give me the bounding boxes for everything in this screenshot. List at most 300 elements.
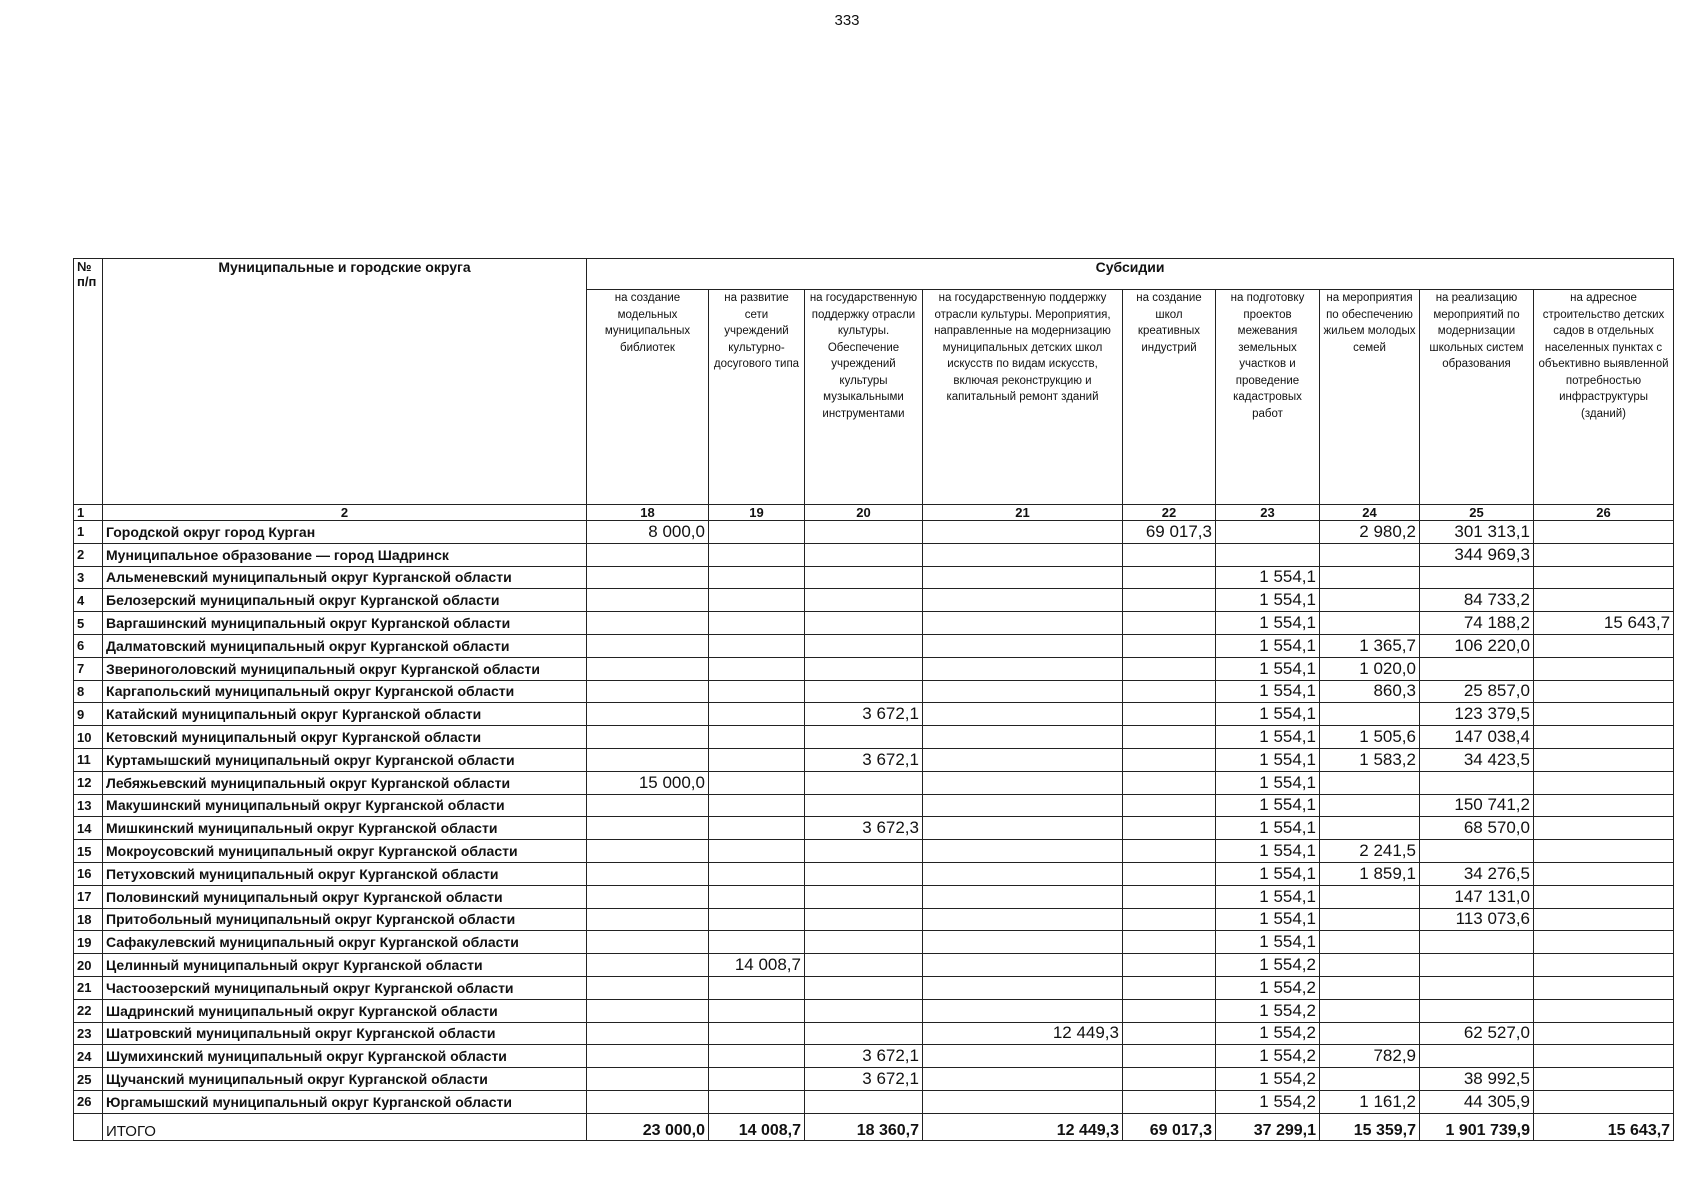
subsidy-value-cell: 34 276,5 bbox=[1420, 862, 1534, 885]
subsidy-value-cell bbox=[709, 612, 805, 635]
row-number: 3 bbox=[74, 566, 103, 589]
subsidy-value-cell bbox=[1320, 999, 1420, 1022]
subsidy-value-cell bbox=[805, 634, 923, 657]
subsidy-value-cell: 1 554,1 bbox=[1216, 703, 1320, 726]
total-value-cell: 37 299,1 bbox=[1216, 1113, 1320, 1140]
subsidy-value-cell: 74 188,2 bbox=[1420, 612, 1534, 635]
subsidy-value-cell bbox=[1123, 771, 1216, 794]
district-name: Частоозерский муниципальный округ Курганской области bbox=[103, 976, 587, 999]
subsidy-value-cell bbox=[587, 908, 709, 931]
subsidy-value-cell bbox=[1320, 908, 1420, 931]
subsidy-value-cell: 1 859,1 bbox=[1320, 862, 1420, 885]
subsidy-value-cell bbox=[587, 1045, 709, 1068]
subsidy-value-cell bbox=[1420, 976, 1534, 999]
subsidy-value-cell: 1 020,0 bbox=[1320, 657, 1420, 680]
subsidy-value-cell bbox=[805, 908, 923, 931]
subsidy-value-cell: 860,3 bbox=[1320, 680, 1420, 703]
district-name: Муниципальное образование — город Шадринск bbox=[103, 543, 587, 566]
table-row bbox=[74, 862, 1674, 885]
subsidy-value-cell bbox=[709, 1068, 805, 1091]
table-row bbox=[74, 680, 1674, 703]
subsidy-value-cell bbox=[1320, 703, 1420, 726]
subsidy-value-cell: 25 857,0 bbox=[1420, 680, 1534, 703]
subsidy-value-cell bbox=[1534, 999, 1674, 1022]
subsidy-value-cell bbox=[923, 976, 1123, 999]
table-row bbox=[74, 748, 1674, 771]
subsidy-value-cell bbox=[923, 999, 1123, 1022]
district-name: Юргамышский муниципальный округ Курганской области bbox=[103, 1090, 587, 1113]
subsidy-value-cell: 3 672,1 bbox=[805, 1045, 923, 1068]
subsidy-value-cell bbox=[1123, 748, 1216, 771]
subsidy-value-cell bbox=[1534, 726, 1674, 749]
subsidy-value-cell bbox=[1123, 634, 1216, 657]
subsidy-value-cell bbox=[923, 862, 1123, 885]
district-name: Макушинский муниципальный округ Курганской области bbox=[103, 794, 587, 817]
subsidy-value-cell: 106 220,0 bbox=[1420, 634, 1534, 657]
subsidy-value-cell bbox=[805, 657, 923, 680]
subsidy-value-cell: 1 554,1 bbox=[1216, 840, 1320, 863]
page-number: 333 bbox=[834, 12, 860, 29]
subsidy-value-cell bbox=[923, 908, 1123, 931]
subsidy-value-cell bbox=[587, 976, 709, 999]
subsidy-column-header: на развитие сети учреждений культурно-досугового типа bbox=[709, 290, 805, 505]
subsidy-value-cell bbox=[1123, 885, 1216, 908]
district-name: Куртамышский муниципальный округ Курганской области bbox=[103, 748, 587, 771]
subsidy-value-cell bbox=[805, 999, 923, 1022]
subsidy-value-cell bbox=[1534, 908, 1674, 931]
column-number: 1 bbox=[74, 505, 103, 521]
district-name: Мокроусовский муниципальный округ Курганской области bbox=[103, 840, 587, 863]
subsidy-value-cell bbox=[805, 976, 923, 999]
subsidy-value-cell bbox=[587, 840, 709, 863]
subsidy-value-cell bbox=[805, 612, 923, 635]
subsidy-value-cell: 1 505,6 bbox=[1320, 726, 1420, 749]
subsidy-value-cell bbox=[709, 1090, 805, 1113]
district-name: Петуховский муниципальный округ Курганской области bbox=[103, 862, 587, 885]
table-row bbox=[74, 771, 1674, 794]
subsidy-value-cell bbox=[805, 794, 923, 817]
subsidy-column-header: на создание модельных муниципальных библиотек bbox=[587, 290, 709, 505]
subsidy-value-cell bbox=[1534, 771, 1674, 794]
subsidy-value-cell bbox=[1420, 931, 1534, 954]
subsidy-value-cell bbox=[1534, 885, 1674, 908]
subsidy-value-cell: 1 161,2 bbox=[1320, 1090, 1420, 1113]
district-name: Целинный муниципальный округ Курганской области bbox=[103, 954, 587, 977]
table-row bbox=[74, 726, 1674, 749]
subsidy-value-cell bbox=[1534, 976, 1674, 999]
subsidy-value-cell bbox=[1534, 521, 1674, 544]
table-row bbox=[74, 521, 1674, 544]
subsidy-value-cell bbox=[1123, 566, 1216, 589]
subsidy-value-cell bbox=[1320, 1068, 1420, 1091]
subsidy-value-cell bbox=[923, 1068, 1123, 1091]
subsidy-value-cell bbox=[923, 589, 1123, 612]
subsidy-value-cell: 2 980,2 bbox=[1320, 521, 1420, 544]
subsidy-value-cell bbox=[1320, 954, 1420, 977]
subsidy-value-cell bbox=[1320, 589, 1420, 612]
subsidy-value-cell: 1 365,7 bbox=[1320, 634, 1420, 657]
subsidy-value-cell bbox=[923, 840, 1123, 863]
subsidy-value-cell bbox=[805, 566, 923, 589]
subsidy-value-cell bbox=[923, 794, 1123, 817]
subsidy-value-cell: 1 554,1 bbox=[1216, 771, 1320, 794]
column-number: 21 bbox=[923, 505, 1123, 521]
subsidy-value-cell bbox=[709, 726, 805, 749]
subsidy-value-cell: 1 583,2 bbox=[1320, 748, 1420, 771]
row-number: 7 bbox=[74, 657, 103, 680]
row-number: 15 bbox=[74, 840, 103, 863]
subsidy-value-cell bbox=[923, 521, 1123, 544]
subsidy-value-cell bbox=[709, 999, 805, 1022]
subsidy-column-header: на реализацию мероприятий по модернизации школьных систем образования bbox=[1420, 290, 1534, 505]
subsidy-value-cell: 1 554,1 bbox=[1216, 612, 1320, 635]
subsidy-value-cell bbox=[1534, 657, 1674, 680]
district-name: Лебяжьевский муниципальный округ Курганской области bbox=[103, 771, 587, 794]
district-name: Белозерский муниципальный округ Курганской области bbox=[103, 589, 587, 612]
total-row-number bbox=[74, 1113, 103, 1140]
subsidy-value-cell bbox=[1420, 999, 1534, 1022]
subsidy-value-cell: 3 672,1 bbox=[805, 748, 923, 771]
total-value-cell: 23 000,0 bbox=[587, 1113, 709, 1140]
subsidy-value-cell: 1 554,1 bbox=[1216, 657, 1320, 680]
subsidy-value-cell bbox=[709, 976, 805, 999]
subsidy-value-cell bbox=[587, 931, 709, 954]
subsidy-column-header: на адресное строительство детских садов в отдельных населенных пунктах с объективно выявленной потребностью инфраструктуры (зданий) bbox=[1534, 290, 1674, 505]
col-name-header: Муниципальные и городские округа bbox=[103, 259, 587, 505]
subsidy-value-cell: 14 008,7 bbox=[709, 954, 805, 977]
subsidy-value-cell bbox=[1320, 794, 1420, 817]
subsidy-value-cell bbox=[1320, 976, 1420, 999]
subsidy-value-cell bbox=[587, 1090, 709, 1113]
subsidy-value-cell: 1 554,2 bbox=[1216, 954, 1320, 977]
subsidy-value-cell bbox=[923, 543, 1123, 566]
column-number: 25 bbox=[1420, 505, 1534, 521]
subsidy-value-cell: 1 554,1 bbox=[1216, 566, 1320, 589]
subsidy-value-cell bbox=[1534, 1090, 1674, 1113]
subsidy-value-cell bbox=[1123, 931, 1216, 954]
subsidy-value-cell bbox=[587, 680, 709, 703]
subsidy-value-cell bbox=[1123, 840, 1216, 863]
table-row bbox=[74, 817, 1674, 840]
subsidy-value-cell: 1 554,1 bbox=[1216, 680, 1320, 703]
subsidy-value-cell: 1 554,1 bbox=[1216, 748, 1320, 771]
subsidy-value-cell bbox=[805, 840, 923, 863]
subsidy-value-cell bbox=[1320, 566, 1420, 589]
subsidy-value-cell bbox=[923, 1090, 1123, 1113]
total-value-cell: 1 901 739,9 bbox=[1420, 1113, 1534, 1140]
subsidy-value-cell bbox=[1123, 794, 1216, 817]
district-name: Щучанский муниципальный округ Курганской области bbox=[103, 1068, 587, 1091]
subsidy-value-cell bbox=[1534, 748, 1674, 771]
subsidy-value-cell bbox=[805, 726, 923, 749]
column-number-row bbox=[74, 505, 1674, 521]
subsidy-value-cell bbox=[587, 1068, 709, 1091]
column-number: 26 bbox=[1534, 505, 1674, 521]
subsidy-value-cell bbox=[587, 634, 709, 657]
table-row bbox=[74, 612, 1674, 635]
subsidy-value-cell bbox=[1420, 566, 1534, 589]
subsidy-value-cell: 1 554,1 bbox=[1216, 794, 1320, 817]
subsidy-value-cell: 301 313,1 bbox=[1420, 521, 1534, 544]
subsidy-value-cell bbox=[923, 657, 1123, 680]
subsidy-value-cell: 1 554,1 bbox=[1216, 862, 1320, 885]
subsidy-value-cell: 1 554,2 bbox=[1216, 1068, 1320, 1091]
subsidy-value-cell bbox=[1123, 543, 1216, 566]
table-row bbox=[74, 1045, 1674, 1068]
row-number: 4 bbox=[74, 589, 103, 612]
subsidy-value-cell bbox=[1534, 954, 1674, 977]
table-row bbox=[74, 840, 1674, 863]
subsidies-table bbox=[73, 258, 1674, 1141]
subsidy-value-cell bbox=[1320, 543, 1420, 566]
subsidy-value-cell bbox=[1123, 999, 1216, 1022]
subsidy-value-cell bbox=[587, 817, 709, 840]
subsidy-column-header: на мероприятия по обеспечению жильем молодых семей bbox=[1320, 290, 1420, 505]
column-number: 18 bbox=[587, 505, 709, 521]
table-row bbox=[74, 999, 1674, 1022]
subsidy-value-cell bbox=[1534, 543, 1674, 566]
subsidy-value-cell bbox=[1534, 1068, 1674, 1091]
row-number: 5 bbox=[74, 612, 103, 635]
row-number: 6 bbox=[74, 634, 103, 657]
total-value-cell: 15 359,7 bbox=[1320, 1113, 1420, 1140]
row-number: 18 bbox=[74, 908, 103, 931]
subsidy-value-cell bbox=[1534, 566, 1674, 589]
subsidy-value-cell bbox=[923, 634, 1123, 657]
subsidy-value-cell bbox=[1534, 634, 1674, 657]
subsidy-value-cell: 1 554,1 bbox=[1216, 817, 1320, 840]
subsidy-value-cell: 84 733,2 bbox=[1420, 589, 1534, 612]
table-row bbox=[74, 589, 1674, 612]
subsidy-value-cell: 147 038,4 bbox=[1420, 726, 1534, 749]
total-value-cell: 18 360,7 bbox=[805, 1113, 923, 1140]
subsidy-value-cell bbox=[709, 748, 805, 771]
district-name: Звериноголовский муниципальный округ Курганской области bbox=[103, 657, 587, 680]
subsidy-value-cell: 1 554,1 bbox=[1216, 931, 1320, 954]
district-name: Варгашинский муниципальный округ Курганской области bbox=[103, 612, 587, 635]
subsidy-value-cell bbox=[1123, 976, 1216, 999]
table-row bbox=[74, 1068, 1674, 1091]
subsidy-value-cell: 1 554,1 bbox=[1216, 885, 1320, 908]
subsidy-value-cell bbox=[1123, 954, 1216, 977]
subsidy-value-cell bbox=[1534, 862, 1674, 885]
subsidy-value-cell: 34 423,5 bbox=[1420, 748, 1534, 771]
subsidy-column-header: на подготовку проектов межевания земельных участков и проведение кадастровых работ bbox=[1216, 290, 1320, 505]
subsidy-value-cell: 1 554,2 bbox=[1216, 976, 1320, 999]
subsidies-group-header: Субсидии bbox=[587, 259, 1674, 290]
row-number: 10 bbox=[74, 726, 103, 749]
subsidy-value-cell bbox=[1123, 657, 1216, 680]
district-name: Далматовский муниципальный округ Курганской области bbox=[103, 634, 587, 657]
subsidy-value-cell bbox=[1534, 589, 1674, 612]
total-row bbox=[74, 1113, 1674, 1140]
subsidy-value-cell bbox=[587, 703, 709, 726]
subsidy-value-cell bbox=[1123, 680, 1216, 703]
subsidy-value-cell bbox=[805, 862, 923, 885]
subsidy-value-cell: 344 969,3 bbox=[1420, 543, 1534, 566]
row-number: 8 bbox=[74, 680, 103, 703]
subsidy-value-cell bbox=[1534, 680, 1674, 703]
total-value-cell: 69 017,3 bbox=[1123, 1113, 1216, 1140]
subsidy-value-cell bbox=[1123, 726, 1216, 749]
subsidy-value-cell bbox=[805, 931, 923, 954]
subsidy-value-cell bbox=[1320, 771, 1420, 794]
subsidy-value-cell bbox=[1534, 794, 1674, 817]
district-name: Половинский муниципальный округ Курганской области bbox=[103, 885, 587, 908]
table-row bbox=[74, 976, 1674, 999]
subsidy-value-cell bbox=[1123, 1090, 1216, 1113]
subsidy-value-cell bbox=[1534, 840, 1674, 863]
subsidy-value-cell: 1 554,1 bbox=[1216, 726, 1320, 749]
subsidy-value-cell bbox=[923, 703, 1123, 726]
table-row bbox=[74, 1090, 1674, 1113]
subsidy-value-cell bbox=[923, 566, 1123, 589]
subsidy-value-cell bbox=[587, 566, 709, 589]
subsidy-value-cell bbox=[805, 954, 923, 977]
subsidy-value-cell bbox=[805, 771, 923, 794]
table-row bbox=[74, 657, 1674, 680]
subsidy-value-cell: 113 073,6 bbox=[1420, 908, 1534, 931]
subsidy-value-cell bbox=[1320, 885, 1420, 908]
subsidy-value-cell bbox=[709, 794, 805, 817]
column-number: 2 bbox=[103, 505, 587, 521]
row-number: 25 bbox=[74, 1068, 103, 1091]
subsidy-value-cell: 150 741,2 bbox=[1420, 794, 1534, 817]
subsidy-value-cell bbox=[923, 954, 1123, 977]
subsidy-value-cell bbox=[1123, 862, 1216, 885]
subsidy-value-cell: 44 305,9 bbox=[1420, 1090, 1534, 1113]
subsidy-value-cell bbox=[805, 1090, 923, 1113]
column-number: 23 bbox=[1216, 505, 1320, 521]
row-number: 2 bbox=[74, 543, 103, 566]
subsidy-value-cell bbox=[1123, 612, 1216, 635]
subsidy-value-cell: 147 131,0 bbox=[1420, 885, 1534, 908]
table-row bbox=[74, 885, 1674, 908]
row-number: 9 bbox=[74, 703, 103, 726]
subsidy-value-cell bbox=[805, 589, 923, 612]
table-row bbox=[74, 908, 1674, 931]
district-name: Кетовский муниципальный округ Курганской области bbox=[103, 726, 587, 749]
subsidy-value-cell: 2 241,5 bbox=[1320, 840, 1420, 863]
row-number: 17 bbox=[74, 885, 103, 908]
subsidy-value-cell bbox=[587, 726, 709, 749]
subsidy-value-cell bbox=[709, 1045, 805, 1068]
row-number: 21 bbox=[74, 976, 103, 999]
subsidy-value-cell: 123 379,5 bbox=[1420, 703, 1534, 726]
subsidy-value-cell bbox=[1123, 703, 1216, 726]
subsidy-value-cell: 69 017,3 bbox=[1123, 521, 1216, 544]
subsidy-value-cell bbox=[587, 794, 709, 817]
district-name: Шатровский муниципальный округ Курганской области bbox=[103, 1022, 587, 1045]
district-name: Мишкинский муниципальный округ Курганской области bbox=[103, 817, 587, 840]
subsidy-value-cell bbox=[805, 1022, 923, 1045]
row-number: 19 bbox=[74, 931, 103, 954]
table-body bbox=[74, 521, 1674, 1141]
subsidy-value-cell bbox=[923, 680, 1123, 703]
subsidy-value-cell bbox=[709, 521, 805, 544]
district-name: Городской округ город Курган bbox=[103, 521, 587, 544]
subsidy-value-cell: 38 992,5 bbox=[1420, 1068, 1534, 1091]
table-row bbox=[74, 931, 1674, 954]
col-no-header: № п/п bbox=[74, 259, 103, 505]
subsidy-value-cell bbox=[923, 885, 1123, 908]
subsidy-value-cell bbox=[1534, 1045, 1674, 1068]
subsidy-value-cell bbox=[1216, 543, 1320, 566]
district-name: Катайский муниципальный округ Курганской области bbox=[103, 703, 587, 726]
subsidy-column-header: на создание школ креативных индустрий bbox=[1123, 290, 1216, 505]
subsidy-value-cell bbox=[1123, 1045, 1216, 1068]
subsidy-value-cell bbox=[587, 657, 709, 680]
subsidy-value-cell: 15 643,7 bbox=[1534, 612, 1674, 635]
subsidy-value-cell: 1 554,1 bbox=[1216, 634, 1320, 657]
subsidy-value-cell: 1 554,1 bbox=[1216, 908, 1320, 931]
row-number: 23 bbox=[74, 1022, 103, 1045]
subsidy-value-cell bbox=[923, 817, 1123, 840]
subsidy-value-cell bbox=[709, 680, 805, 703]
subsidy-value-cell bbox=[709, 566, 805, 589]
column-number: 19 bbox=[709, 505, 805, 521]
subsidy-value-cell bbox=[587, 999, 709, 1022]
subsidy-value-cell bbox=[923, 1045, 1123, 1068]
table-row bbox=[74, 794, 1674, 817]
subsidy-value-cell: 1 554,2 bbox=[1216, 1090, 1320, 1113]
subsidy-value-cell bbox=[805, 885, 923, 908]
subsidy-value-cell: 782,9 bbox=[1320, 1045, 1420, 1068]
subsidy-value-cell bbox=[709, 1022, 805, 1045]
subsidy-value-cell bbox=[709, 657, 805, 680]
subsidy-value-cell bbox=[1420, 840, 1534, 863]
subsidy-value-cell bbox=[1534, 931, 1674, 954]
subsidy-value-cell bbox=[1420, 657, 1534, 680]
column-number: 20 bbox=[805, 505, 923, 521]
subsidy-value-cell: 8 000,0 bbox=[587, 521, 709, 544]
district-name: Альменевский муниципальный округ Курганской области bbox=[103, 566, 587, 589]
row-number: 26 bbox=[74, 1090, 103, 1113]
subsidy-value-cell bbox=[587, 748, 709, 771]
table-row bbox=[74, 954, 1674, 977]
subsidy-value-cell bbox=[1534, 817, 1674, 840]
subsidy-value-cell bbox=[709, 931, 805, 954]
table-row bbox=[74, 703, 1674, 726]
subsidy-value-cell bbox=[587, 885, 709, 908]
subsidy-value-cell: 1 554,2 bbox=[1216, 1045, 1320, 1068]
subsidy-value-cell bbox=[587, 954, 709, 977]
subsidy-value-cell bbox=[587, 862, 709, 885]
subsidy-value-cell bbox=[923, 726, 1123, 749]
subsidy-value-cell bbox=[709, 817, 805, 840]
table-row bbox=[74, 566, 1674, 589]
district-name: Сафакулевский муниципальный округ Курганской области bbox=[103, 931, 587, 954]
subsidy-value-cell: 1 554,2 bbox=[1216, 1022, 1320, 1045]
district-name: Притобольный муниципальный округ Курганской области bbox=[103, 908, 587, 931]
subsidy-value-cell bbox=[709, 543, 805, 566]
row-number: 24 bbox=[74, 1045, 103, 1068]
subsidy-value-cell bbox=[709, 862, 805, 885]
subsidy-value-cell bbox=[587, 612, 709, 635]
subsidy-value-cell bbox=[709, 908, 805, 931]
subsidy-value-cell bbox=[587, 543, 709, 566]
total-value-cell: 12 449,3 bbox=[923, 1113, 1123, 1140]
subsidy-value-cell bbox=[1320, 1022, 1420, 1045]
column-number: 22 bbox=[1123, 505, 1216, 521]
subsidy-value-cell bbox=[805, 543, 923, 566]
subsidy-value-cell: 1 554,2 bbox=[1216, 999, 1320, 1022]
subsidy-value-cell bbox=[1534, 1022, 1674, 1045]
subsidy-value-cell bbox=[805, 680, 923, 703]
subsidy-value-cell: 3 672,3 bbox=[805, 817, 923, 840]
table-row bbox=[74, 634, 1674, 657]
total-value-cell: 15 643,7 bbox=[1534, 1113, 1674, 1140]
